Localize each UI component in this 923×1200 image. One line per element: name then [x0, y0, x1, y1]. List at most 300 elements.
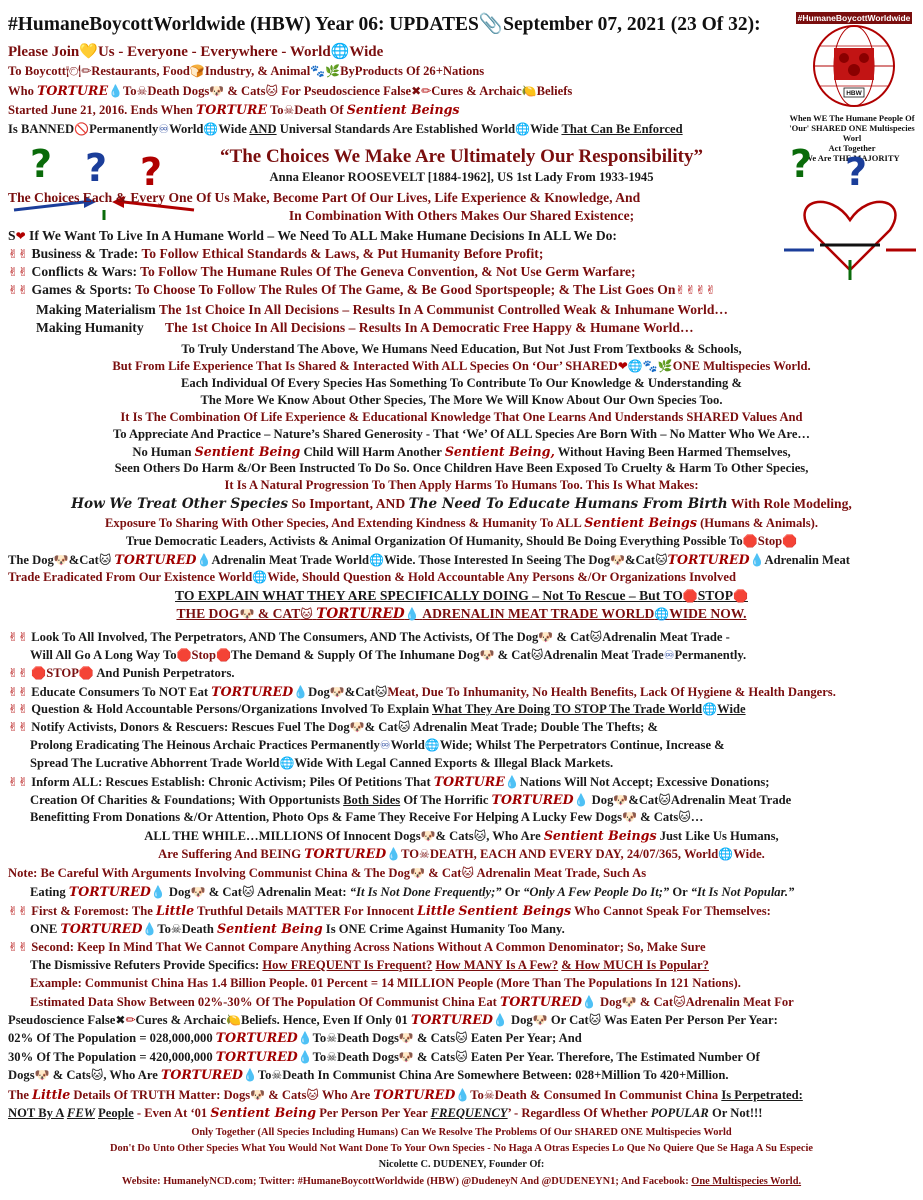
logo-caption-line: When WE The Humane People Of	[789, 113, 915, 123]
body-text: With Role Modeling,	[730, 496, 852, 511]
dog-icon: 🐶	[349, 720, 365, 734]
dog-icon: 🐶	[398, 1050, 414, 1064]
intro-text: ByProducts Of 26+Nations	[340, 64, 485, 78]
cat-icon: 🐱	[455, 1031, 468, 1045]
cat-icon: 🐱	[397, 720, 411, 734]
note-text: Death & Consumed In Communist China	[494, 1088, 719, 1102]
paperclip-icon: 📎	[478, 12, 504, 35]
body-text: ONE Multispecies World.	[672, 359, 811, 373]
cat-icon: 🐱	[530, 648, 544, 662]
note-text: The Dismissive Refuters Provide Specifics:	[30, 958, 260, 972]
list-text: , Who Are	[486, 829, 541, 843]
list-item	[30, 792, 791, 808]
dog-icon: 🐶	[53, 553, 69, 567]
dog-icon: 🐶	[538, 630, 554, 644]
bullet-title: Conflicts & Wars:	[31, 264, 137, 279]
title-date: September 07, 2021 (23 Of 32):	[503, 14, 761, 35]
body-text: STOP	[697, 588, 733, 603]
globe-icon: 🌐	[702, 702, 718, 716]
footer-line: Nicolette C. DUDENEY, Founder Of:	[378, 1159, 545, 1170]
list-text: Wide With Legal Canned Exports & Illegal Black Markets.	[294, 756, 614, 770]
note-text: ’ - Regardless Of Whether	[507, 1106, 648, 1120]
tortured-word: TORTURED	[667, 552, 750, 567]
infinity-icon: ♾	[663, 648, 675, 662]
list-text: Just Like Us Humans,	[659, 829, 779, 843]
body-text: &Cat	[625, 553, 656, 567]
paw-icon: 🐾	[310, 64, 326, 78]
hand-icon: ✌✌	[8, 720, 29, 734]
note-text: Eaten Per Year. Therefore, The Estimated Number Of	[470, 1050, 760, 1064]
blood-drop-icon: 💧	[504, 775, 520, 789]
note-text: 30% Of The Population = 420,000,000	[8, 1050, 213, 1064]
bullet-title: Games & Sports:	[31, 282, 132, 297]
note-text: The	[8, 1088, 29, 1102]
note-text: “Only A Few People Do It;”	[523, 885, 670, 899]
dog-icon: 🐶	[329, 685, 345, 699]
logo-banner-text: #HumaneBoycottWorldwide	[797, 13, 911, 23]
list-text: Spread The Lucrative Abhorrent Trade World	[30, 756, 280, 770]
globe-icon: 🌐	[627, 359, 643, 373]
note-text: Eating	[30, 885, 66, 899]
body-line	[8, 552, 850, 568]
blood-drop-icon: 💧	[404, 607, 420, 621]
intro-line-3	[8, 83, 572, 99]
list-text: Adrenalin Meat Trade -	[602, 630, 730, 644]
note-text: POPULAR	[650, 1106, 709, 1120]
list-item	[8, 774, 769, 790]
note-line	[30, 884, 794, 900]
body-text: Making Materialism	[36, 302, 156, 317]
body-text: The 1st Choice In All Decisions – Results In A Communist Controlled Weak & Inhumane World…	[158, 302, 728, 317]
heart-icon: ❤	[15, 229, 26, 243]
note-line	[8, 1012, 778, 1028]
intro-text: Death Of	[294, 103, 344, 117]
note-text: Dog	[168, 885, 191, 899]
list-text: And Punish Perpetrators.	[96, 666, 235, 680]
body-text: Stop	[757, 534, 783, 548]
list-text: The Demand & Supply Of The Inhumane Dog	[230, 648, 480, 662]
dog-icon: 🐶	[621, 995, 637, 1009]
infinity-icon: ♾	[379, 738, 391, 752]
sentient-beings-text: Sentient Being	[194, 444, 301, 459]
skull-icon: ☠	[419, 847, 430, 861]
note-text: To	[257, 1068, 272, 1082]
body-text: Trade Eradicated From Our Existence World	[8, 570, 253, 584]
cross-icon: ✖	[115, 1013, 126, 1027]
note-text: ONE	[30, 922, 58, 936]
cat-icon: 🐱	[455, 1050, 468, 1064]
note-text: Who Are	[321, 1088, 371, 1102]
list-text: Dog	[591, 793, 614, 807]
note-line	[8, 866, 646, 881]
body-text: S	[8, 228, 16, 243]
note-line: Example: Communist China Has 1.4 Billion People. 01 Percent = 14 MILLION People (More Than The Populations In 121 Nations).	[30, 976, 741, 990]
list-item	[30, 738, 725, 753]
note-text: & Cat	[639, 995, 674, 1009]
list-text: Nations Will Not Accept; Excessive Donations;	[519, 775, 770, 789]
body-line: Each Individual Of Every Species Has Something To Contribute To Our Knowledge & Understanding &	[181, 376, 742, 390]
globe-icon: 🌐	[252, 570, 268, 584]
tortured-word: TORTURED	[60, 921, 143, 936]
note-text: & Cats	[268, 1088, 307, 1102]
intro-line-1	[8, 42, 383, 61]
hand-icon: ✌✌	[8, 247, 29, 261]
list-text: DEATH, EACH AND EVERY DAY, 24/07/365, World	[429, 847, 719, 861]
intro-text: Wide	[349, 44, 384, 60]
intro-line-5	[8, 122, 683, 137]
footer-text: Website: HumanelyNCD.com; Twitter: #HumaneBoycottWorldwide (HBW) @DudeneyN And @DUDENEYN1; And Facebook:	[121, 1176, 689, 1187]
dog-icon: 🐶	[613, 793, 629, 807]
bread-icon: 🍞	[189, 64, 205, 78]
footer-line	[0, 1176, 923, 1187]
footer-line: Don't Do Unto Other Species What You Would Not Want Done To Your Own Species - No Haga A Otras Especies Lo Que No Quiere Que Se Haga A Su Especie	[110, 1143, 813, 1154]
note-text: First & Foremost: The	[31, 904, 153, 918]
list-text: &Cat	[628, 793, 659, 807]
question-mark-icon: ?	[85, 146, 108, 190]
body-text: So Important, AND	[291, 496, 406, 511]
infinity-icon: ♾	[158, 122, 170, 136]
intro-text: Wide	[530, 122, 559, 136]
dog-icon: 🐶	[34, 1068, 50, 1082]
note-text: NOT By A	[8, 1106, 64, 1120]
hand-icon: ✌✌	[8, 904, 29, 918]
globe-icon: 🌐	[368, 553, 384, 567]
blood-drop-icon: 💧	[297, 1031, 313, 1045]
note-text: Or Cat	[550, 1013, 589, 1027]
stop-icon: 🛑	[782, 534, 798, 548]
body-text: ADRENALIN MEAT TRADE WORLD	[422, 606, 655, 621]
pencil-icon: ✏	[421, 84, 432, 98]
intro-text: World	[169, 122, 204, 136]
note-line	[8, 1105, 762, 1121]
hand-icon: ✌✌	[8, 775, 29, 789]
blood-drop-icon: 💧	[293, 685, 309, 699]
paw-icon: 🐾	[642, 359, 658, 373]
tortured-word: TORTURE	[37, 83, 109, 98]
skull-icon: ☠	[483, 1088, 495, 1102]
hand-icon: ✌✌	[8, 685, 29, 699]
body-text: True Democratic Leaders, Activists & Animal Organization Of Humanity, Should Be Doing Everything Possible To	[125, 534, 743, 548]
list-text: Prolong Eradicating The Heinous Archaic Practices Permanently	[30, 738, 380, 752]
sentient-beings-text: Sentient Being	[217, 921, 323, 936]
cat-icon: 🐱	[589, 630, 603, 644]
note-text: How FREQUENT Is Frequent?	[262, 958, 433, 972]
blood-drop-icon: 💧	[573, 793, 589, 807]
intro-line-2	[8, 64, 484, 79]
dog-icon: 🐶	[610, 553, 626, 567]
intro-text: For Pseudoscience False	[281, 84, 412, 98]
note-text: & Cats	[417, 1031, 456, 1045]
note-text: Is Perpetrated:	[721, 1088, 803, 1102]
sentient-beings-text: Sentient Being	[210, 1105, 317, 1120]
tortured-word: TORTURED	[114, 552, 197, 567]
skull-icon: ☠	[136, 84, 148, 98]
list-text: & Cats	[640, 810, 679, 824]
tortured-word: TORTURED	[215, 1049, 298, 1064]
list-text: Adrenalin Meat Trade	[543, 648, 664, 662]
intro-text: Industry, & Animal	[204, 64, 311, 78]
note-text: , Who Are	[103, 1068, 158, 1082]
plate-icon: 🍽	[65, 64, 82, 78]
body-line	[0, 534, 923, 549]
dog-icon: 🐶	[622, 810, 637, 824]
intro-text: Is BANNED	[8, 122, 75, 136]
note-text: Little	[417, 903, 456, 918]
blood-drop-icon: 💧	[492, 1013, 508, 1027]
list-text: Wide; Whilst The Perpetrators Continue, Increase &	[439, 738, 725, 752]
note-text: Truthful Details MATTER For Innocent	[197, 904, 414, 918]
tortured-word: TORTURED	[215, 1030, 298, 1045]
list-text: Creation Of Charities & Foundations; With Opportunists	[30, 793, 340, 807]
list-item	[8, 666, 235, 681]
quote-attribution: Anna Eleanor ROOSEVELT [1884-1962], US 1st Lady From 1933-1945	[269, 170, 654, 184]
note-text: Who Cannot Speak For Themselves:	[573, 904, 771, 918]
list-item	[30, 810, 703, 825]
list-text: Wide	[717, 702, 746, 716]
list-text: Are Suffering And BEING	[158, 847, 302, 861]
title-text: #HumaneBoycottWorldwide (HBW) Year 06: UPDATES	[8, 14, 479, 35]
question-mark-icon: ?	[140, 150, 163, 194]
humanity-line	[36, 320, 694, 336]
note-text: Dogs	[8, 1068, 35, 1082]
intro-text: Death Dogs	[147, 84, 210, 98]
blood-drop-icon: 💧	[142, 922, 158, 936]
body-line: To Appreciate And Practice – Nature’s Shared Generosity - That ‘We’ Of ALL Species Are Born With – No Matter Who We Are…	[112, 427, 811, 441]
list-text: What They Are Doing TO STOP The Trade World	[432, 702, 703, 716]
note-text: Little	[32, 1087, 71, 1102]
dog-icon: 🐶	[532, 1013, 548, 1027]
intro-text: Who	[8, 84, 34, 98]
tortured-word: TORTURED	[68, 884, 151, 899]
note-text: & Cats	[52, 1068, 91, 1082]
list-text: Question & Hold Accountable Persons/Organizations Involved To Explain	[31, 702, 430, 716]
intro-text: To Boycott	[8, 64, 66, 78]
hand-icon: ✌✌	[8, 265, 29, 279]
cat-icon: 🐱	[98, 553, 112, 567]
lemon-icon: 🍋	[226, 1013, 241, 1027]
note-line	[8, 1087, 803, 1103]
cat-icon: 🐱	[473, 829, 487, 843]
intro-text: To	[269, 103, 284, 117]
note-text: How MANY Is A Few?	[435, 958, 559, 972]
note-text: Details Of TRUTH Matter: Dogs	[73, 1088, 251, 1102]
pencil-icon: ✏	[81, 64, 92, 78]
intro-text: AND	[249, 122, 277, 136]
note-text: Death	[181, 922, 214, 936]
note-line	[30, 958, 709, 973]
list-text: & Cat	[497, 648, 531, 662]
leaf-icon: 🌿	[657, 359, 673, 373]
dog-icon: 🐶	[250, 1088, 266, 1102]
list-item	[30, 648, 746, 663]
dog-icon: 🐶	[420, 829, 436, 843]
list-item	[8, 702, 746, 717]
globe-icon: 🌐	[424, 738, 440, 752]
hbw-globe-logo	[790, 10, 918, 112]
note-text: Second: Keep In Mind That We Cannot Compare Anything Across Nations Without A Common Denominator; So, Make Sure	[31, 940, 706, 954]
list-text: & Cat	[556, 630, 590, 644]
note-text: Adrenalin Meat For	[685, 995, 794, 1009]
leaf-icon: 🌿	[325, 64, 341, 78]
cat-icon: 🐱	[673, 995, 686, 1009]
body-line: To Truly Understand The Above, We Humans Need Education, But Not Just From Textbooks & Schools,	[181, 342, 742, 356]
bullet-business	[8, 246, 543, 262]
globe-icon: 🌐	[654, 607, 670, 621]
body-text: Exposure To Sharing With Other Species, And Extending Kindness & Humanity To ALL	[105, 516, 582, 530]
list-text: …	[690, 810, 704, 824]
note-text: Death In Communist China Are Somewhere Between: 028+Million To 420+Million.	[282, 1068, 729, 1082]
dog-icon: 🐶	[239, 607, 255, 621]
cat-icon: 🐱	[655, 553, 668, 567]
note-text: 02% Of The Population = 028,000,000	[8, 1031, 213, 1045]
footer-line: Only Together (All Species Including Humans) Can We Resolve The Problems Of Our SHARED ONE Multispecies World	[191, 1127, 732, 1138]
question-mark-icon: ?	[30, 142, 53, 186]
list-text: STOP	[46, 666, 79, 680]
hand-icon: ✌✌	[8, 940, 29, 954]
stop-icon: 🛑	[733, 589, 748, 603]
body-text: Wide. Those Interested In Seeing The Dog	[383, 553, 611, 567]
list-text: Will All Go A Long Way To	[30, 648, 177, 662]
hand-icon: ✌✌	[8, 283, 29, 297]
sentient-beings-text: Sentient Beings	[346, 102, 460, 117]
cross-icon: ✖	[411, 84, 422, 98]
list-text: & Cats	[435, 829, 474, 843]
intro-text: Started June 21, 2016. Ends When	[8, 103, 193, 117]
body-line: It Is The Combination Of Life Experience & Educational Knowledge That One Learns And Understands SHARED Values And	[120, 410, 803, 424]
dog-icon: 🐶	[190, 885, 206, 899]
cat-icon: 🐱	[90, 1068, 104, 1082]
note-text: Dog	[511, 1013, 533, 1027]
note-text: & Cat	[428, 866, 462, 880]
list-text: Benefitting From Donations &/Or Attention, Photo Ops & Fame They Receive For Helping A Lucky Few Dogs	[30, 810, 623, 824]
lemon-icon: 🍋	[521, 84, 537, 98]
note-text: & Cats	[417, 1050, 456, 1064]
note-text: Was Eaten Per Person Per Year:	[604, 1013, 778, 1027]
note-text: & How MUCH Is Popular?	[561, 958, 709, 972]
list-text: Educate Consumers To NOT Eat	[31, 685, 209, 699]
globe-icon: 🌐	[330, 42, 350, 60]
note-text: “It Is Not Popular.”	[690, 885, 795, 899]
skull-icon: ☠	[170, 922, 182, 936]
intro-text: & Cats	[227, 84, 266, 98]
heart-hands-graphic	[780, 190, 920, 282]
skull-icon: ☠	[326, 1050, 337, 1064]
banned-icon: 🚫	[74, 122, 90, 136]
body-line	[0, 606, 923, 622]
body-line: The More We Know About Other Species, The More We Will Know About Our Own Species Too.	[200, 393, 723, 407]
logo-caption-line: We Are THE MAJORITY	[804, 153, 900, 163]
note-text: Adrenalin Meat:	[256, 885, 347, 899]
cat-icon: 🐱	[265, 84, 279, 98]
intro-text: Universal Standards Are Established World	[279, 122, 516, 136]
cat-icon: 🐱	[374, 685, 388, 699]
list-text: Adrenalin Meat Trade; Double The Thefts; &	[412, 720, 658, 734]
intro-line-4	[8, 102, 460, 118]
dog-icon: 🐶	[410, 866, 426, 880]
note-text: Adrenalin Meat Trade, Such As	[476, 866, 647, 880]
note-line	[8, 1030, 582, 1046]
body-text: The Need To Educate Humans From Birth	[408, 496, 728, 512]
tortured-word: TORTURED	[491, 792, 574, 807]
body-line: It Is A Natural Progression To Then Apply Harms To Humans Too. This Is What Makes:	[224, 478, 699, 492]
list-item	[0, 846, 923, 862]
note-text: People	[98, 1106, 134, 1120]
body-line	[8, 228, 617, 244]
note-line	[30, 994, 794, 1010]
bullet-games	[8, 282, 716, 298]
body-text: & CAT	[257, 606, 301, 621]
body-text: Wide, Should Question & Hold Accountable Any Persons &/Or Organizations Involved	[267, 570, 736, 584]
note-text: Pseudoscience False	[8, 1013, 116, 1027]
blood-drop-icon: 💧	[297, 1050, 313, 1064]
note-text: Or	[504, 885, 520, 899]
note-text: Death Dogs	[336, 1031, 399, 1045]
body-line: Seen Others Do Harm &/Or Been Instructed To Do So. Once Children Have Been Exposed To Cruelty & Harm To Other Species,	[114, 461, 809, 475]
body-text: No Human	[132, 445, 192, 459]
body-line	[0, 444, 923, 460]
note-text: To	[470, 1088, 484, 1102]
tortured-word: TORTURED	[410, 1012, 493, 1027]
tortured-word: TORTURED	[373, 1087, 456, 1102]
stop-icon: 🛑	[176, 648, 192, 662]
body-text: &Cat	[68, 553, 99, 567]
note-text: Or Not!!!	[711, 1106, 763, 1120]
cat-icon: 🐱	[241, 885, 255, 899]
list-item	[0, 828, 923, 844]
stop-icon: 🛑	[78, 666, 94, 680]
list-text: Permanently.	[674, 648, 747, 662]
hand-icon: ✌✌	[8, 702, 29, 716]
question-mark-icon: ?	[790, 142, 813, 186]
tortured-word: TORTURED	[316, 606, 405, 622]
tortured-word: TORTURED	[499, 994, 582, 1009]
list-text: Look To All Involved, The Perpetrators, AND The Consumers, AND The Activists, Of The Dog	[31, 630, 539, 644]
note-text: Or	[672, 885, 688, 899]
intro-text: Beliefs	[536, 84, 573, 98]
body-line: The Choices Each & Every One Of Us Make, Become Part Of Our Lives, Life Experience & Knowledge, And	[8, 190, 641, 205]
note-text: Death Dogs	[336, 1050, 399, 1064]
list-text: ALL THE WHILE…MILLIONS Of Innocent Dogs	[144, 829, 421, 843]
list-text: Adrenalin Meat Trade	[670, 793, 792, 807]
list-text: World	[390, 738, 425, 752]
body-text: But From Life Experience That Is Shared & Interacted With ALL Species On ‘Our’ SHARED	[112, 359, 618, 373]
list-text: Meat, Due To Inhumanity, No Health Benefits, Lack Of Hygiene & Health Dangers.	[387, 685, 836, 699]
blood-drop-icon: 💧	[196, 553, 212, 567]
hand-icon: ✌✌✌✌	[675, 283, 716, 297]
cat-icon: 🐱	[461, 866, 474, 880]
note-text: Is ONE Crime Against Humanity Too Many.	[325, 922, 565, 936]
blood-drop-icon: 💧	[386, 847, 402, 861]
tortured-word: TORTURED	[160, 1067, 243, 1082]
body-text: Adrenalin Meat Trade World	[211, 553, 369, 567]
note-text: To	[157, 922, 171, 936]
intro-text: Please Join	[8, 44, 80, 60]
body-text: Making Humanity	[36, 320, 144, 335]
heart-icon: 💛	[79, 42, 98, 60]
body-text: Without Having Been Harmed Themselves,	[557, 445, 791, 459]
list-text: Wide.	[733, 847, 765, 861]
dog-icon: 🐶	[479, 648, 495, 662]
globe-icon: 🌐	[203, 122, 219, 136]
bullet-title: Business & Trade:	[31, 246, 139, 261]
list-item	[8, 630, 730, 645]
body-text: TO EXPLAIN WHAT THEY ARE SPECIFICALLY DOING – Not To Rescue – But TO	[175, 588, 683, 603]
bullet-text: To Follow The Humane Rules Of The Geneva Convention, & Not Use Germ Warfare;	[140, 264, 636, 279]
sentient-beings-text: Sentient Being,	[444, 444, 555, 459]
note-text: Little	[156, 903, 195, 918]
note-line	[8, 1067, 728, 1083]
note-text: Per Person Per Year	[319, 1106, 428, 1120]
